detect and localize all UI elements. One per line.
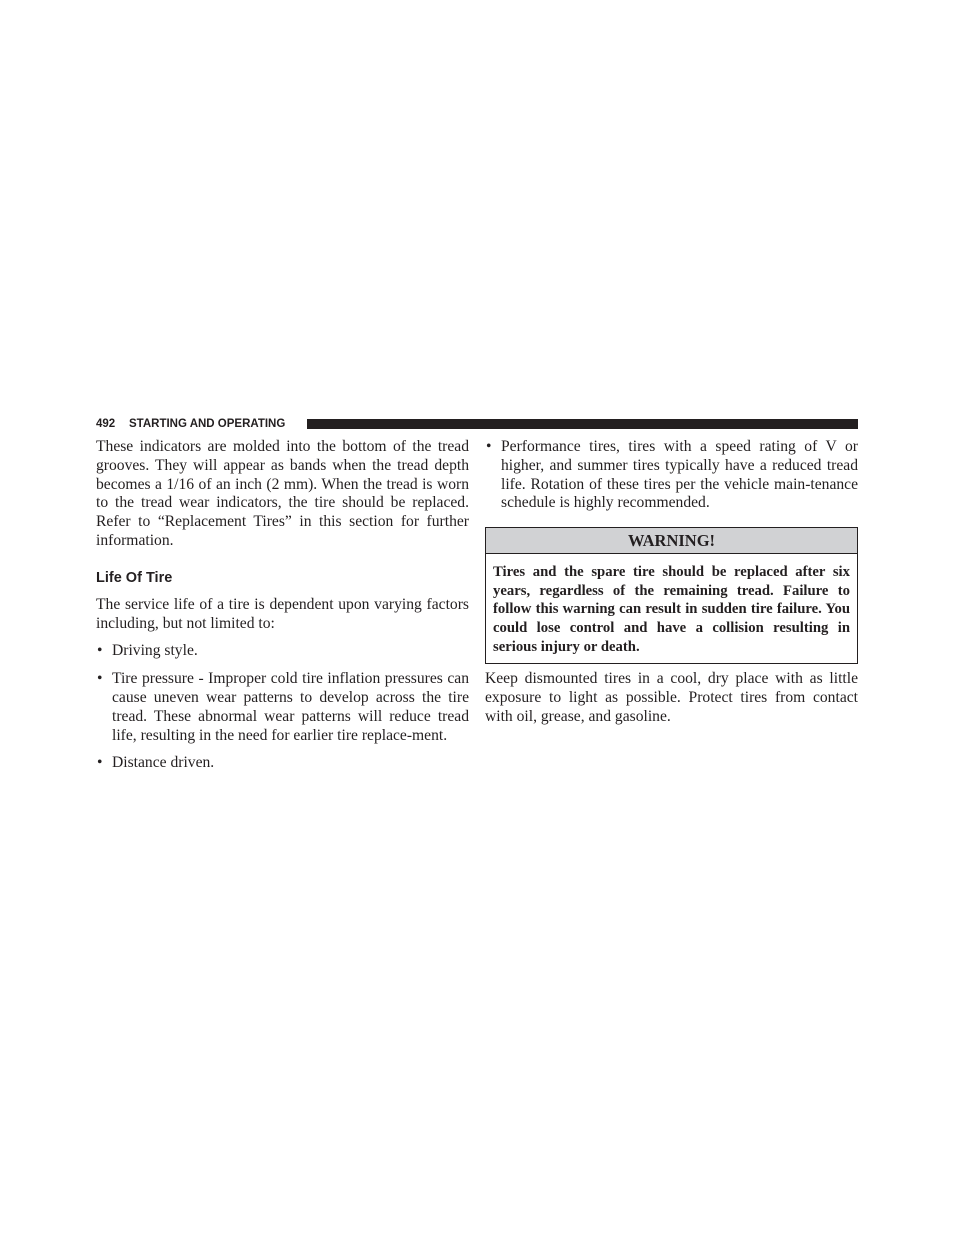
list-item-text: Performance tires, tires with a speed rating of V or higher, and summer tires typically have a reduced tread life. Rotation of these tires per the vehicle main-tenance schedule is highly recommended. bbox=[501, 438, 858, 512]
list-item-text: Distance driven. bbox=[112, 754, 215, 772]
list-item bbox=[96, 754, 469, 773]
page-number: 492 bbox=[96, 418, 116, 430]
life-of-tire-heading: Life Of Tire bbox=[96, 569, 173, 586]
tread-indicator-paragraph: These indicators are molded into the bottom of the tread grooves. They will appear as bands when the tread depth becomes a 1/16 of an inch (2 mm). When the tread is worn to the tread wear indicators, the tire should be replaced. Refer to “Replacement Tires” in this section for further information. bbox=[96, 438, 469, 549]
list-item-text: Driving style. bbox=[112, 642, 198, 660]
storage-paragraph: Keep dismounted tires in a cool, dry place with as little exposure to light as possible. Protect tires from contact with oil, grease, and gasoline. bbox=[485, 670, 858, 725]
list-item-text: Tire pressure - Improper cold tire inflation pressures can cause uneven wear patterns to develop across the tire tread. These abnormal wear patterns will reduce tread life, resulting in the need for earlier tire replace-ment. bbox=[112, 670, 469, 744]
list-item bbox=[96, 642, 469, 661]
factors-list bbox=[96, 642, 469, 773]
right-column bbox=[485, 438, 858, 727]
warning-text: Tires and the spare tire should be replaced after six years, regardless of the remaining tread. Failure to follow this warning can result in sudden tire failure. You could lose control and have a collision resulting in serious injury or death. bbox=[493, 564, 850, 655]
list-item bbox=[96, 670, 469, 745]
left-column bbox=[96, 438, 469, 773]
bullet-icon: • bbox=[97, 754, 103, 772]
header-rule bbox=[307, 419, 858, 429]
warning-title: WARNING! bbox=[486, 528, 857, 554]
bullet-icon: • bbox=[97, 670, 103, 688]
bullet-icon: • bbox=[486, 438, 492, 455]
page-header bbox=[96, 417, 858, 431]
list-item bbox=[485, 438, 858, 513]
warning-box bbox=[485, 527, 858, 664]
performance-tires-list bbox=[485, 438, 858, 513]
bullet-icon: • bbox=[97, 642, 103, 660]
service-life-paragraph: The service life of a tire is dependent upon varying factors including, but not limited to: bbox=[96, 595, 469, 632]
section-title: STARTING AND OPERATING bbox=[129, 418, 286, 430]
